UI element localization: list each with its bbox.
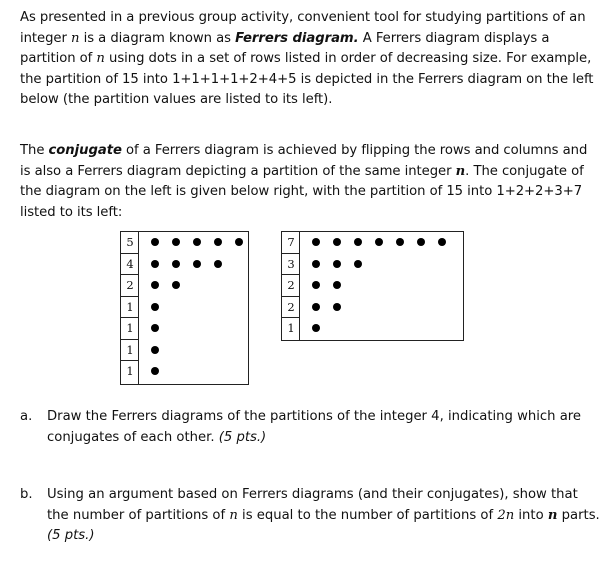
row-divider (121, 274, 139, 275)
ferrers-dot (172, 281, 180, 289)
intro-paragraph (20, 8, 598, 111)
question-a-label: a. (20, 409, 33, 424)
ferrers-dot (151, 346, 159, 354)
ferrers-dot (354, 238, 362, 246)
question-a-text (47, 407, 600, 448)
partition-value: 3 (287, 256, 295, 271)
ferrers-dot (312, 324, 320, 332)
question-b-body-2: is equal to the number of partitions of (237, 507, 498, 523)
question-b-points: (5 pts.) (47, 528, 95, 543)
term-ferrers-diagram: Ferrers diagram. (235, 30, 359, 46)
question-b-label: b. (20, 487, 33, 502)
partition-values-column (282, 232, 300, 340)
partition-values-column (121, 232, 139, 384)
row-divider (121, 360, 139, 361)
ferrers-dot (214, 238, 222, 246)
partition-value: 1 (126, 364, 134, 378)
ferrers-dot (417, 238, 425, 246)
partition-value: 1 (126, 299, 134, 314)
intro-text-4: using dots in a set of rows listed in order of decreasing size. For example, the partition of 15 into 1+1+1+1+2+4+5 is depicted in the Ferrers diagram on the left below (the partition values are listed to its left). (20, 51, 594, 107)
ferrers-dot (151, 238, 159, 246)
ferrers-dot (312, 238, 320, 246)
ferrers-dot (235, 238, 243, 246)
ferrers-dot (193, 260, 201, 268)
ferrers-dot (151, 303, 159, 311)
partition-value: 7 (287, 235, 295, 249)
question-b-body: Using an argument based on Ferrers diagrams (and their conjugates), show that the number of partitions of (47, 487, 578, 523)
question-b-text (47, 485, 600, 547)
conj-text-2: of a Ferrers diagram is achieved by flipping the rows and columns and is also a Ferrers diagram depicting a partition of the same integer (20, 143, 588, 179)
conjugate-paragraph (20, 141, 598, 223)
row-divider (282, 317, 300, 318)
ferrers-dot (333, 303, 341, 311)
ferrers-diagram-left (120, 231, 249, 385)
ferrers-dot (193, 238, 201, 246)
row-divider (121, 317, 139, 318)
question-b-body-4: parts. (557, 507, 600, 523)
question-b-body-3: into (514, 507, 548, 523)
row-divider (282, 274, 300, 275)
question-a-points: (5 pts.) (218, 429, 267, 445)
ferrers-dot (151, 367, 159, 375)
ferrers-dot (438, 238, 446, 246)
math-n: n (455, 163, 466, 179)
row-divider (282, 253, 300, 254)
partition-value: 1 (287, 321, 295, 335)
math-n: n (547, 507, 558, 523)
ferrers-dot (312, 281, 320, 289)
ferrers-dot (333, 260, 341, 268)
ferrers-dot (151, 260, 159, 268)
partition-value: 1 (126, 342, 134, 357)
ferrers-diagram-right (281, 231, 464, 341)
partition-value: 4 (126, 256, 134, 271)
partition-value: 2 (287, 278, 295, 292)
ferrers-dot (151, 281, 159, 289)
row-divider (282, 296, 300, 297)
ferrers-dot (151, 324, 159, 332)
intro-text: As presented in a previous group activity, convenient tool for studying partitions of an integer (20, 10, 586, 46)
ferrers-dot (396, 238, 404, 246)
intro-text-2: is a diagram known as (79, 30, 236, 46)
partition-value: 2 (126, 278, 134, 292)
partition-value: 5 (126, 235, 134, 249)
row-divider (121, 296, 139, 297)
ferrers-dot (214, 260, 222, 268)
ferrers-dot (312, 260, 320, 268)
math-n: n (71, 30, 80, 46)
ferrers-dot (312, 303, 320, 311)
ferrers-dot (172, 260, 180, 268)
math-2n: 2n (497, 507, 515, 523)
conj-text-3: . The conjugate of the diagram on the left is given below right, with the partition of 15 into 1+2+2+3+7 listed to its left: (20, 163, 584, 220)
partition-value: 2 (287, 299, 295, 314)
ferrers-dot (172, 238, 180, 246)
row-divider (121, 253, 139, 254)
partition-value: 1 (126, 321, 134, 335)
row-divider (121, 339, 139, 340)
term-conjugate: conjugate (48, 143, 122, 158)
ferrers-dot (333, 238, 341, 246)
question-a-body: Draw the Ferrers diagrams of the partitions of the integer 4, indicating which are conjugates of each other. (47, 409, 582, 445)
math-n: n (229, 507, 238, 523)
ferrers-dot (375, 238, 383, 246)
conj-text: The (20, 143, 49, 158)
intro-text-3: A Ferrers diagram displays a partition of (20, 30, 550, 66)
math-n: n (96, 51, 105, 66)
ferrers-dot (333, 281, 341, 289)
ferrers-dot (354, 260, 362, 268)
